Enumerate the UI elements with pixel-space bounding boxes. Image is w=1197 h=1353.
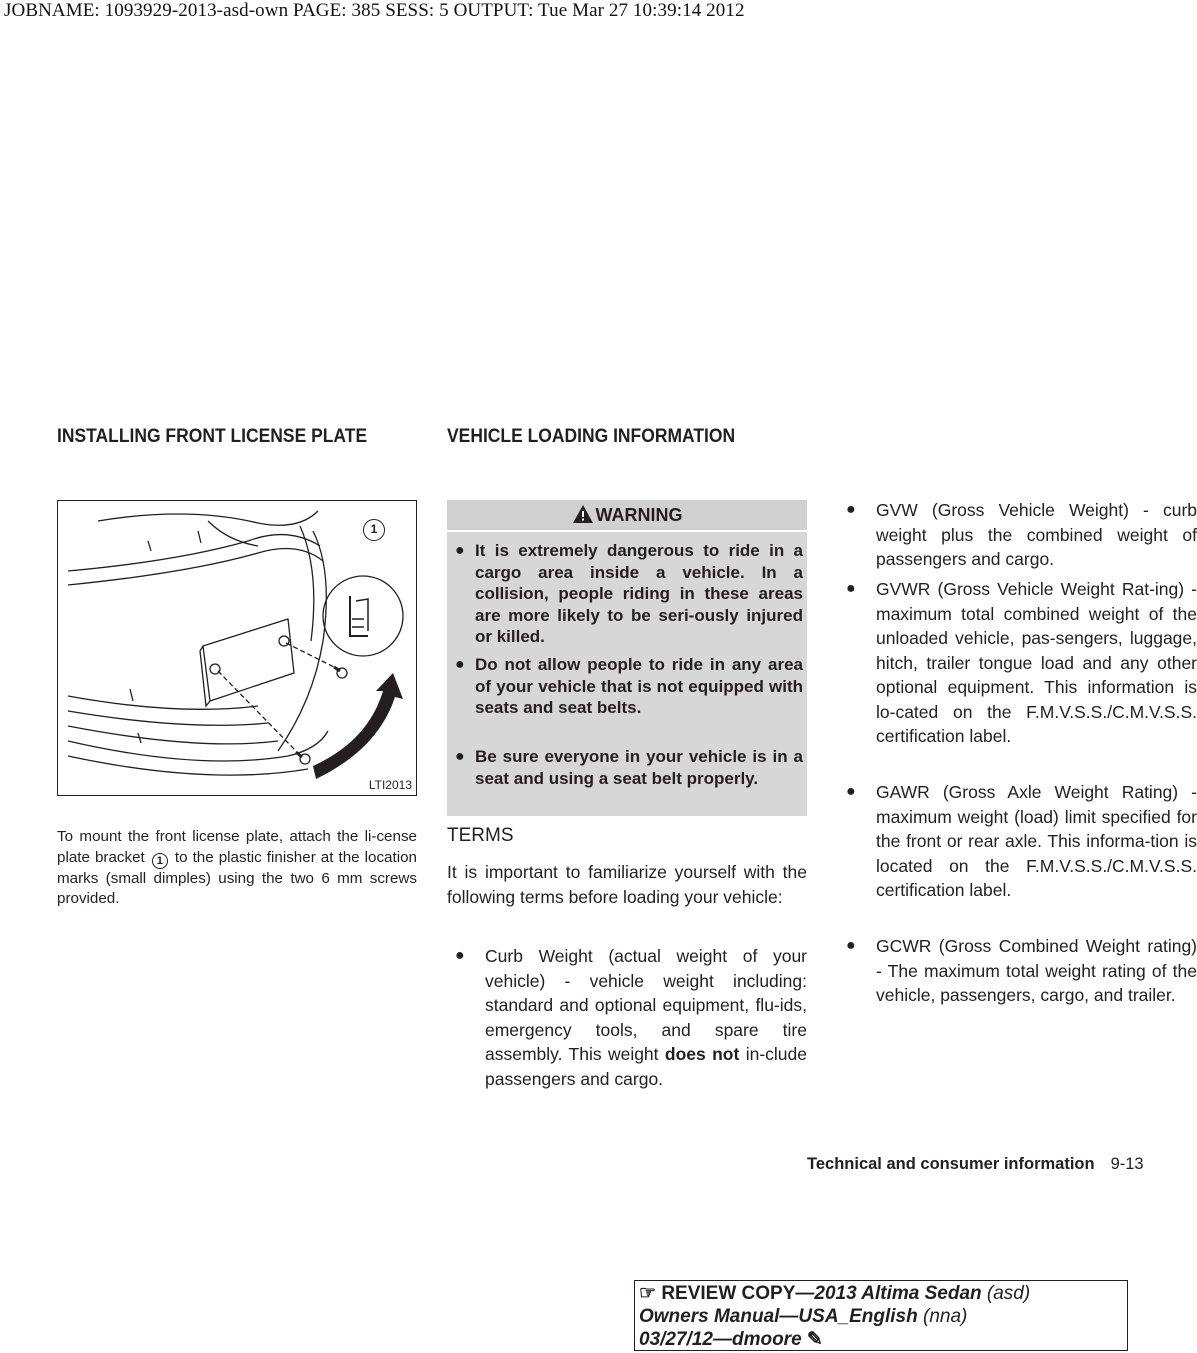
gcwr-text: GCWR (Gross Combined Weight rating) - The maximum total weight rating of the vehicle, passengers, cargo, and trailer. xyxy=(876,936,1197,1005)
license-plate-figure xyxy=(57,500,417,796)
curb-weight-before: Curb Weight (actual weight of your vehicle) - vehicle weight including: standard and optional equipment, flu-ids, emergency tools, and spare tire assembly. This weight xyxy=(485,946,807,1064)
instructions-text-after: to the plastic finisher at the location marks (small dimples) using the two 6 mm screws provided. xyxy=(57,848,417,907)
pointing-hand-icon: ☞ xyxy=(639,1283,657,1304)
bumper-illustration xyxy=(58,501,416,795)
curb-weight-text xyxy=(485,944,807,1091)
bullet-icon: ● xyxy=(846,937,856,954)
curb-weight-emphasis: does not xyxy=(664,1044,740,1064)
page-footer xyxy=(807,1155,1144,1174)
warning-separator xyxy=(447,530,807,532)
gcwr-item xyxy=(846,934,1197,1008)
footer-section-title: Technical and consumer information xyxy=(807,1155,1095,1173)
warning-item xyxy=(455,746,803,789)
bullet-icon: ● xyxy=(846,501,856,518)
footer-page-number: 9-13 xyxy=(1110,1155,1144,1173)
review-manual-code: (nna) xyxy=(923,1306,968,1327)
figure-code: LTI2013 xyxy=(368,778,412,792)
review-copy-label: REVIEW COPY— xyxy=(661,1283,815,1304)
warning-title: WARNING xyxy=(595,505,683,525)
bullet-icon: ● xyxy=(455,542,465,559)
job-header-line: JOBNAME: 1093929-2013-asd-own PAGE: 385 SESS: 5 OUTPUT: Tue Mar 27 10:39:14 2012 xyxy=(4,0,745,21)
bullet-icon: ● xyxy=(455,947,465,964)
warning-item-text: Do not allow people to ride in any area of your vehicle that is not equipped with seats and seat belts. xyxy=(475,655,803,717)
figure-callout-1: 1 xyxy=(363,519,385,541)
writing-hand-icon: ✎ xyxy=(806,1329,823,1350)
gvw-item xyxy=(846,498,1197,572)
review-date-author: 03/27/12—dmoore xyxy=(639,1329,802,1350)
section-heading-vehicle-loading: VEHICLE LOADING INFORMATION xyxy=(447,426,736,447)
warning-item-text: Be sure everyone in your vehicle is in a seat and using a seat belt properly. xyxy=(475,747,803,788)
gvw-text: GVW (Gross Vehicle Weight) - curb weight plus the combined weight of passengers and cargo. xyxy=(876,500,1197,569)
terms-heading: TERMS xyxy=(447,825,514,846)
warning-item xyxy=(455,540,803,648)
warning-item xyxy=(455,654,803,719)
warning-triangle-icon xyxy=(572,504,594,524)
warning-item-text: It is extremely dangerous to ride in a cargo area inside a vehicle. In a collision, people riding in these areas are more likely to be seri-ously injured or killed. xyxy=(475,541,803,646)
warning-title-bar xyxy=(447,500,807,530)
warning-box xyxy=(447,500,807,816)
review-copy-stamp xyxy=(634,1280,1128,1351)
gvwr-text: GVWR (Gross Vehicle Weight Rat-ing) - maximum total combined weight of the unloaded vehicle, pas-sengers, luggage, hitch, trailer tongue load and any other optional equipment. This information is lo-cated on the F.M.V.S.S./C.M.V.S.S. certification label. xyxy=(876,579,1197,746)
bullet-icon: ● xyxy=(846,580,856,597)
review-model-code: (asd) xyxy=(986,1283,1031,1304)
review-manual-title: Owners Manual—USA_English xyxy=(639,1306,918,1327)
gvwr-item xyxy=(846,577,1197,749)
gawr-item xyxy=(846,780,1197,903)
instructions-text-before: To mount the front license plate, attach the li-cense plate bracket xyxy=(57,828,417,866)
section-heading-license-plate: INSTALLING FRONT LICENSE PLATE xyxy=(57,426,368,447)
curb-weight-after: in-clude passengers and cargo. xyxy=(485,1044,807,1089)
gawr-text: GAWR (Gross Axle Weight Rating) - maximum weight (load) limit specified for the front or rear axle. This informa-tion is located on the F.M.V.S.S./C.M.V.S.S. certification label. xyxy=(876,782,1197,900)
bullet-icon: ● xyxy=(455,748,465,765)
curb-weight-item xyxy=(455,944,807,1091)
review-model-title: 2013 Altima Sedan xyxy=(814,1283,982,1304)
license-plate-instructions xyxy=(57,827,417,910)
terms-intro: It is important to familiarize yourself with the following terms before loading your vehicle: xyxy=(447,862,807,907)
bullet-icon: ● xyxy=(846,783,856,800)
bullet-icon: ● xyxy=(455,656,465,673)
instructions-callout-1: 1 xyxy=(152,853,168,869)
